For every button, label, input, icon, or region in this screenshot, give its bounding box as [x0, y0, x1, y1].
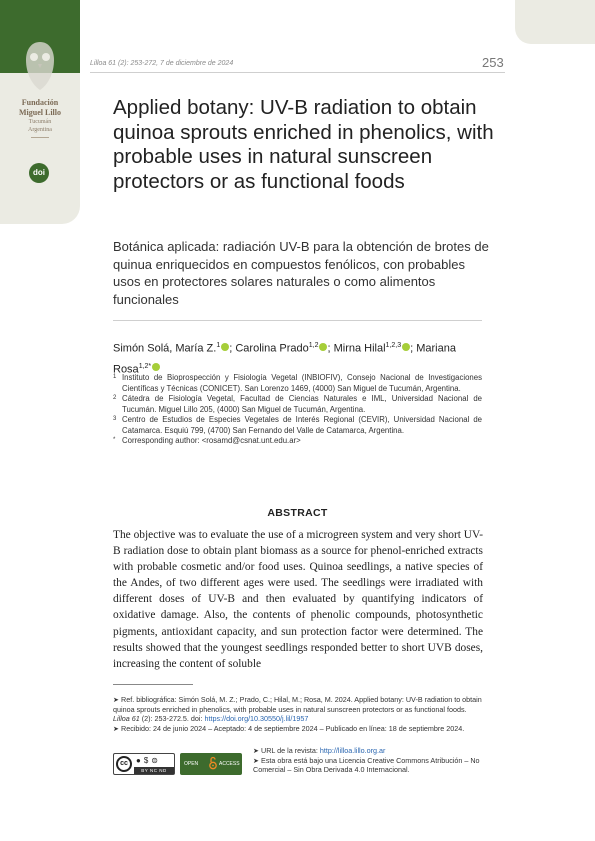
- doi-icon[interactable]: doi: [29, 163, 49, 183]
- foundation-country: Argentina: [28, 127, 52, 133]
- header-divider: [90, 72, 505, 73]
- open-access-label-left: OPEN: [184, 761, 199, 767]
- footnote-block: [113, 695, 483, 733]
- journal-url-label: ➤ URL de la revista:: [253, 746, 318, 755]
- license-text: ➤ Esta obra está bajo una Licencia Creative Commons Atribución – No Comercial – Sin Obra Derivada 4.0 Internacional.: [253, 755, 480, 775]
- orcid-icon[interactable]: [402, 343, 410, 351]
- sidebar-tab: [0, 0, 80, 224]
- corner-tab: [515, 0, 595, 44]
- corresponding-author-email[interactable]: Corresponding author: <rosamd@csnat.unt.edu.ar>: [122, 436, 301, 445]
- affiliation-text: Centro de Estudios de Especies Vegetales de Interés Regional (CEVIR), Universidad Nacional de Catamarca. Esquiú 799, (4700) San Fernando del Valle de Catamarca, Argentina.: [122, 415, 482, 435]
- affiliation-mark: 1: [113, 374, 117, 380]
- foundation-logo-text: [0, 98, 80, 138]
- affiliation-text: Cátedra de Fisiología Vegetal, Facultad de Ciencias Naturales e IML, Universidad Nacional de Tucumán. Miguel Lillo 205, (4000) San Miguel de Tucumán, Argentina.: [122, 394, 482, 414]
- affiliation-mark: 2: [113, 395, 117, 401]
- author-affiliation-mark: 1,2,3: [385, 342, 402, 349]
- cc-license-badge[interactable]: [113, 753, 175, 775]
- journal-url-line: [253, 746, 485, 756]
- foundation-name-line1: Fundación: [21, 98, 59, 107]
- open-access-label-right: ACCESS: [219, 761, 240, 767]
- affiliation-text: Instituto de Bioprospección y Fisiología Vegetal (INBIOFIV), Consejo Nacional de Investigaciones Científicas y Técnicas (CONICET). San Lorenzo 1469, (4000) San Miguel de Tucumán, Argentina.: [122, 373, 482, 393]
- foundation-divider: [31, 137, 49, 138]
- dates-footnote: ➤ Recibido: 24 de junio 2024 – Aceptado: 4 de septiembre 2024 – Publicado en línea: 18 de septiembre 2024.: [113, 723, 465, 733]
- abstract-text: The objective was to evaluate the use of a microgreen system and very short UV-B radiation dose to obtain plant biomass as a source for phenol-enriched extracts with probable cosmetic and/or food uses. Quinoa seedlings, a native species of the Andes, of two different ages were used. The seedlings were irradiated with different doses of UV-B and then evaluated by quantifying indicators of oxidative damage. Also, the contents of phenolic compounds, photosynthetic pigments, antioxidant capacity, and sun protection factor were determined. The results showed that the youngest seedlings responded better to short UVB doses, increasing the content of soluble: [113, 529, 483, 670]
- affiliation-item: [113, 415, 482, 436]
- author-affiliation-mark: 1,2: [308, 342, 319, 349]
- cc-license-strip: BY NC ND: [134, 767, 174, 774]
- affiliation-item: [113, 373, 482, 394]
- citation-pages: (2): 253-272.5. doi:: [141, 714, 203, 724]
- foundation-name-line2: Miguel Lillo: [19, 108, 61, 117]
- doi-link[interactable]: https://doi.org/10.30550/j.lil/1957: [204, 714, 309, 724]
- page-number: 253: [482, 55, 504, 70]
- citation-text: ➤ Ref. bibliográfica: Simón Solá, M. Z.; Prado, C.; Hilal, M.; Rosa, M. 2024. Applied botany: UV-B radiation to obtain quinoa sprouts enriched in phenolics, with probable uses in natural sunscreen protectors or as functional foods.: [113, 695, 482, 714]
- owl-logo-icon: [23, 40, 57, 92]
- author-affiliation-mark: 1: [216, 342, 221, 349]
- title-divider: [113, 320, 482, 321]
- article-title-spanish: Botánica aplicada: radiación UV-B para la obtención de brotes de quinua enriquecidos en compuestos fenólicos, con probables usos en protectores solares naturales o como alimentos funcionales: [113, 239, 489, 307]
- affiliation-mark: *: [113, 437, 116, 443]
- footnote-divider: [113, 684, 193, 685]
- affiliation-mark: 3: [113, 416, 117, 422]
- article-title-english: Applied botany: UV-B radiation to obtain quinoa sprouts enriched in phenolics, with probable uses in natural sunscreen protectors or as functional foods: [113, 96, 494, 193]
- cc-icon: cc: [116, 756, 132, 772]
- running-header-citation: Lilloa 61 (2): 253-272, 7 de diciembre de 2024: [90, 60, 234, 67]
- affiliation-item: [113, 436, 482, 447]
- citation-footnote: [113, 695, 483, 724]
- author-name: ; Mariana Rosa: [113, 342, 456, 376]
- author-affiliation-mark: 1,2*: [138, 362, 152, 370]
- journal-url-link[interactable]: http://lilloa.lillo.org.ar: [319, 746, 386, 755]
- affiliation-list: [113, 373, 482, 447]
- open-access-badge[interactable]: [180, 753, 242, 775]
- citation-journal: Lilloa 61: [113, 714, 140, 724]
- abstract-heading: ABSTRACT: [267, 507, 328, 519]
- author-name: ; Carolina Prado: [229, 342, 309, 355]
- foundation-city: Tucumán: [28, 119, 52, 125]
- cc-attribution-icons: ●$⊜: [136, 756, 161, 765]
- author-name: ; Mirna Hilal: [327, 342, 386, 355]
- orcid-icon[interactable]: [152, 363, 160, 371]
- author-name: Simón Solá, María Z.: [113, 342, 217, 355]
- open-lock-icon: [209, 756, 217, 770]
- affiliation-item: [113, 394, 482, 415]
- license-footnote-block: [253, 746, 485, 775]
